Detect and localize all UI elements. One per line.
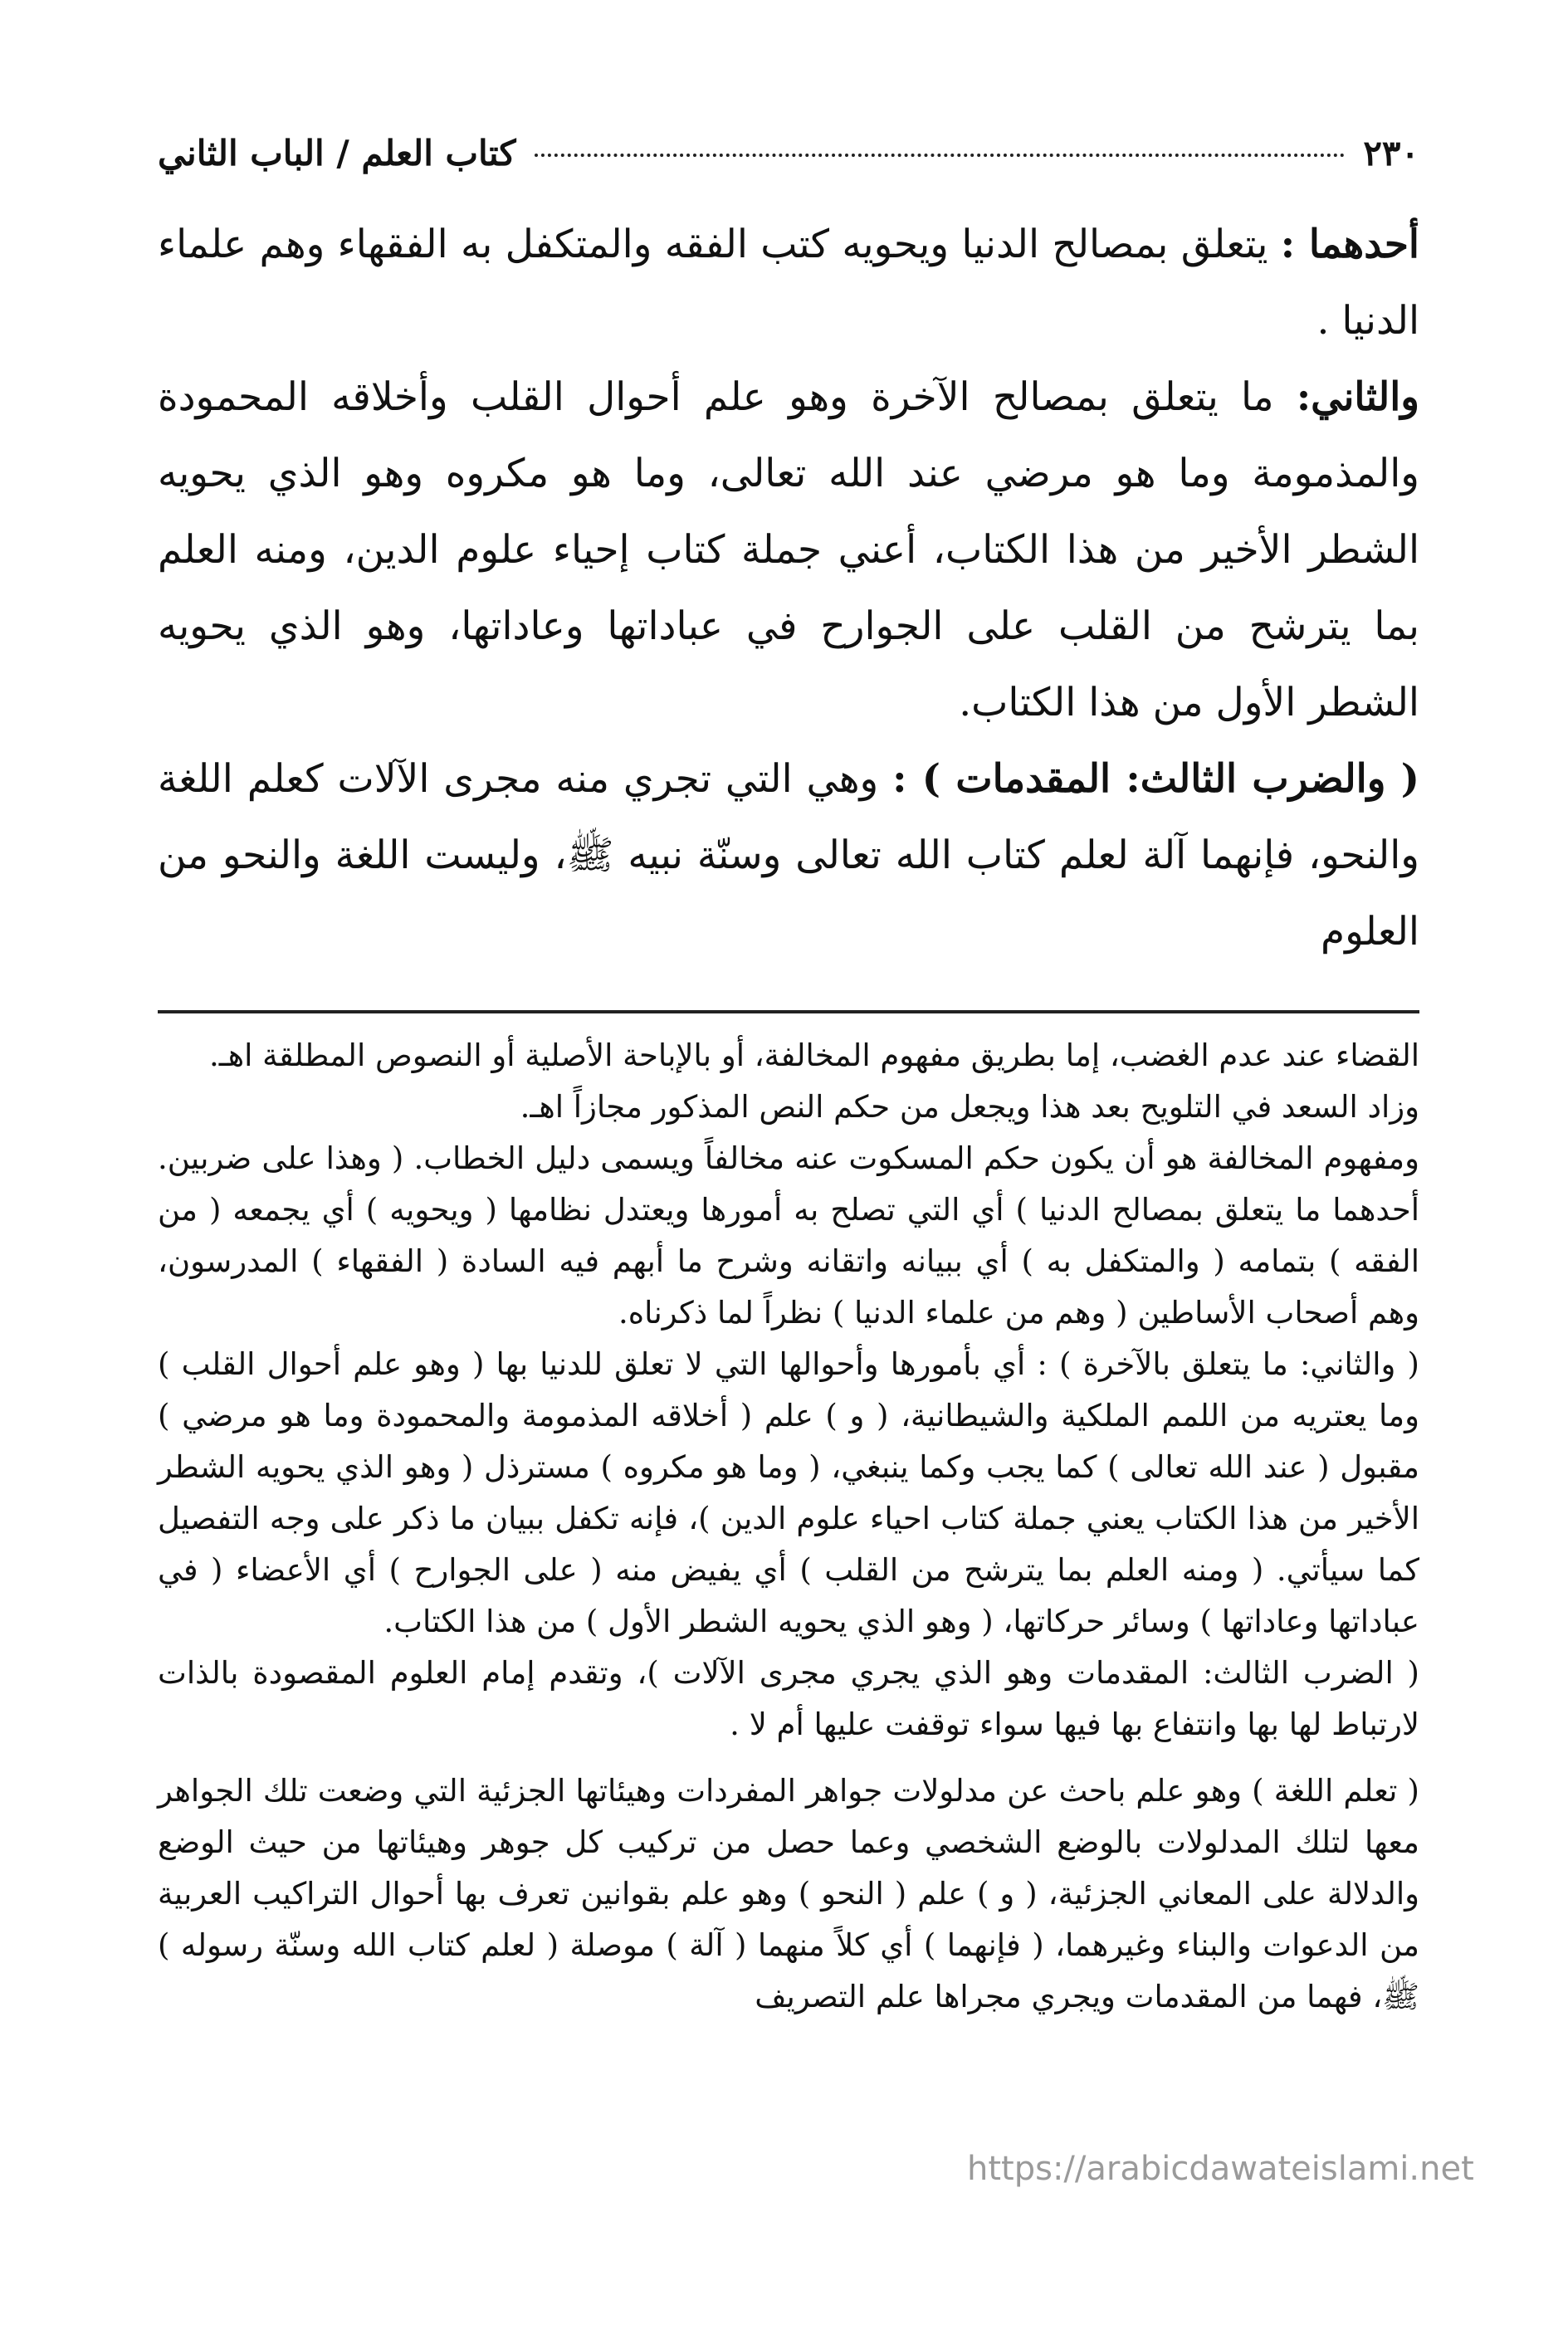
header-dotted-leader: [535, 154, 1346, 157]
watermark-url: https://arabicdawateislami.net: [967, 2150, 1474, 2188]
commentary-paragraph: ( الضرب الثالث: المقدمات وهو الذي يجري مجرى الآلات )، وتقدم إمام العلوم المقصودة بالذات لارتباط لها بها وانتفاع بها فيها سواء توقفت عليها أم لا .: [158, 1655, 1419, 1742]
book-page: [158, 133, 1419, 2023]
commentary-paragraph: ( تعلم اللغة ) وهو علم باحث عن مدلولات جواهر المفردات وهيئاتها الجزئية التي وضعت تلك الجواهر معها لتلك المدلولات بالوضع الشخصي وعما حصل من تركيب كل جوهر وهيئاتها من حيث الوضع والدلالة على المعاني الجزئية، ( و ) علم ( النحو ) وهو علم بقوانين تعرف بها أحوال التراكيب العربية من الدعوات والبناء وغيرهما، ( فإنهما ) أي كلاً منهما ( آلة ) موصلة ( لعلم كتاب الله وسنّة رسوله ) ﷺ، فهما من المقدمات ويجري مجراها علم التصريف: [158, 1773, 1419, 2014]
commentary-paragraph: ومفهوم المخالفة هو أن يكون حكم المسكوت عنه مخالفاً ويسمى دليل الخطاب. ( وهذا على ضربين. أحدهما ما يتعلق بمصالح الدنيا ) أي التي تصلح به أمورها ويعتدل نظامها ( ويحويه ) أي يجمعه ( من الفقه ) بتمامه ( والمتكفل به ) أي ببيانه واتقانه وشرح ما أبهم فيه السادة ( الفقهاء ) المدرسون، وهم أصحاب الأساطين ( وهم من علماء الدنيا ) نظراً لما ذكرناه.: [158, 1140, 1419, 1331]
main-paragraph: [158, 359, 1419, 741]
main-paragraph: [158, 741, 1419, 970]
paragraph-lead: ( والضرب الثالث: المقدمات ) :: [892, 756, 1419, 802]
main-text: [158, 207, 1419, 970]
page-number: ٢٣٠: [1363, 133, 1419, 173]
page-header: [158, 133, 1419, 173]
paragraph-text: وهي التي تجري منه مجرى الآلات كعلم اللغة والنحو، فإنهما آلة لعلم كتاب الله تعالى وسنّة نبيه ﷺ، وليست اللغة والنحو من العلوم: [158, 756, 1419, 955]
running-title: كتاب العلم / الباب الثاني: [158, 133, 516, 173]
commentary: [158, 1030, 1419, 2023]
paragraph-lead: والثاني:: [1296, 374, 1419, 420]
paragraph-text: ما يتعلق بمصالح الآخرة وهو علم أحوال القلب وأخلاقه المحمودة والمذمومة وما هو مرضي عند الله تعالى، وما هو مكروه وهو الذي يحويه الشطر الأخير من هذا الكتاب، أعني جملة كتاب إحياء علوم الدين، ومنه العلم بما يترشح من القلب على الجوارح في عباداتها وعاداتها، وهو الذي يحويه الشطر الأول من هذا الكتاب.: [158, 374, 1419, 725]
footnote-separator: [158, 1010, 1419, 1013]
commentary-paragraph: وزاد السعد في التلويح بعد هذا ويجعل من حكم النص المذكور مجازاً اهـ.: [520, 1089, 1419, 1125]
paragraph-text: يتعلق بمصالح الدنيا ويحويه كتب الفقه والمتكفل به الفقهاء وهم علماء الدنيا .: [158, 222, 1419, 344]
main-paragraph: [158, 207, 1419, 359]
paragraph-lead: أحدهما :: [1280, 222, 1419, 267]
commentary-paragraph: القضاء عند عدم الغضب، إما بطريق مفهوم المخالفة، أو بالإباحة الأصلية أو النصوص المطلقة اهـ.: [208, 1038, 1419, 1073]
commentary-paragraph: ( والثاني: ما يتعلق بالآخرة ) : أي بأمورها وأحوالها التي لا تعلق للدنيا بها ( وهو علم أحوال القلب ) وما يعتريه من اللمم الملكية والشيطانية، ( و ) علم ( أخلاقه المذمومة والمحمودة وما هو مرضي ) مقبول ( عند الله تعالى ) كما يجب وكما ينبغي، ( وما هو مكروه ) مسترذل ( وهو الذي يحويه الشطر الأخير من هذا الكتاب يعني جملة كتاب احياء علوم الدين )، فإنه تكفل ببيان ما ذكر على وجه التفصيل كما سيأتي. ( ومنه العلم بما يترشح من القلب ) أي يفيض منه ( على الجوارح ) أي الأعضاء ( في عباداتها وعاداتها ) وسائر حركاتها، ( وهو الذي يحويه الشطر الأول ) من هذا الكتاب.: [158, 1346, 1419, 1639]
